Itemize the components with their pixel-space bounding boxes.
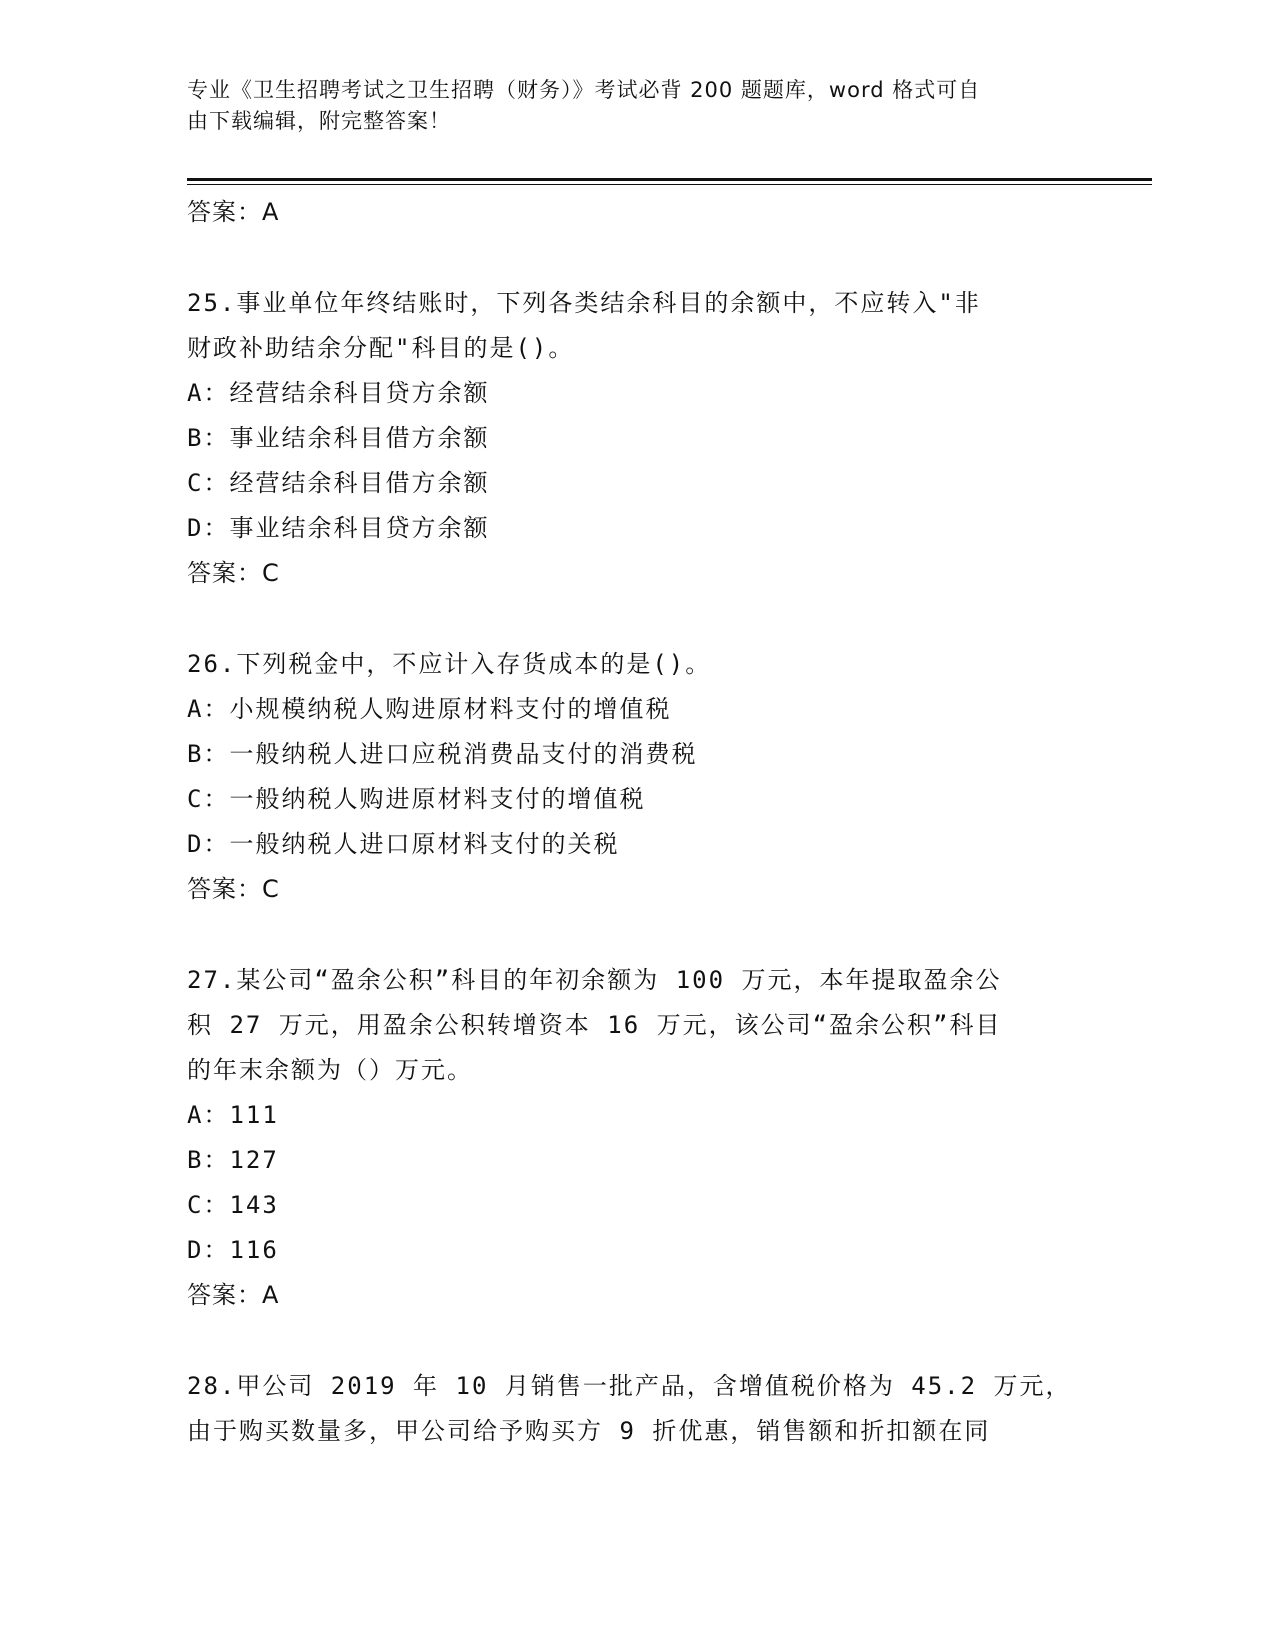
header-rule-thin [187, 184, 1152, 185]
question-content [187, 190, 1087, 1454]
question-text-line: 28.甲公司 2019 年 10 月销售一批产品，含增值税价格为 45.2 万元， [187, 1372, 1072, 1400]
header-line-1: 专业《卫生招聘考试之卫生招聘（财务）》考试必背 200 题题库，word 格式可自 [187, 78, 981, 102]
option-c: C：一般纳税人购进原材料支付的增值税 [187, 785, 646, 813]
answer: 答案：C [187, 875, 280, 903]
question-text-line: 由于购买数量多，甲公司给予购买方 9 折优惠，销售额和折扣额在同 [187, 1417, 991, 1445]
question-text-line: 25.事业单位年终结账时，下列各类结余科目的余额中，不应转入"非 [187, 289, 981, 317]
header-rule-thick [187, 178, 1152, 181]
option-b: B：127 [187, 1146, 279, 1174]
option-b: B：事业结余科目借方余额 [187, 424, 490, 452]
option-d: D：一般纳税人进口原材料支付的关税 [187, 830, 620, 858]
question-25 [187, 281, 1087, 596]
document-header [187, 75, 1087, 137]
question-27 [187, 958, 1087, 1318]
option-d: D：事业结余科目贷方余额 [187, 514, 490, 542]
answer: 答案：A [187, 1281, 280, 1309]
question-text-line: 的年末余额为（）万元。 [187, 1056, 473, 1084]
header-line-2: 由下载编辑，附完整答案！ [187, 109, 451, 133]
option-c: C：143 [187, 1191, 279, 1219]
question-28 [187, 1364, 1087, 1454]
previous-answer: 答案：A [187, 198, 280, 226]
question-text-line: 27.某公司“盈余公积”科目的年初余额为 100 万元，本年提取盈余公 [187, 966, 1002, 994]
option-a: A：经营结余科目贷方余额 [187, 379, 490, 407]
option-c: C：经营结余科目借方余额 [187, 469, 490, 497]
question-text-line: 26.下列税金中，不应计入存货成本的是()。 [187, 650, 712, 678]
question-26 [187, 642, 1087, 912]
option-d: D：116 [187, 1236, 279, 1264]
option-b: B：一般纳税人进口应税消费品支付的消费税 [187, 740, 698, 768]
question-text-line: 积 27 万元，用盈余公积转增资本 16 万元，该公司“盈余公积”科目 [187, 1011, 1002, 1039]
question-text-line: 财政补助结余分配"科目的是()。 [187, 334, 575, 362]
option-a: A：111 [187, 1101, 279, 1129]
option-a: A：小规模纳税人购进原材料支付的增值税 [187, 695, 672, 723]
answer: 答案：C [187, 559, 280, 587]
